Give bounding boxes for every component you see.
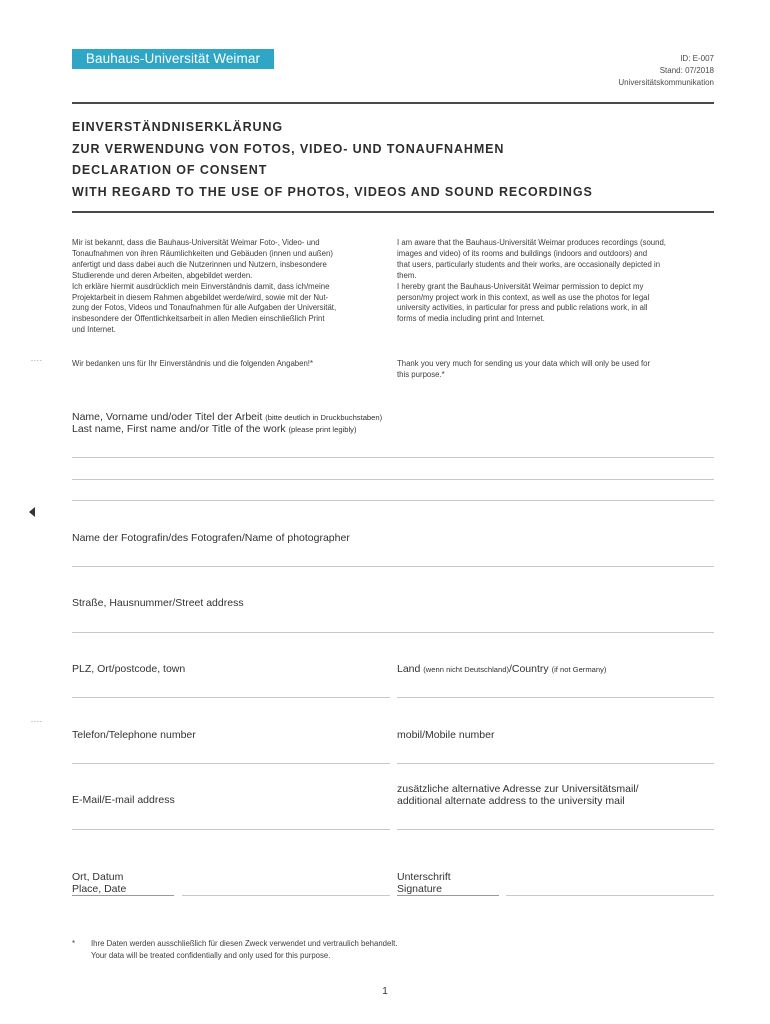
footnote-english: Your data will be treated confidentially and only used for this purpose. [91,950,331,960]
intro-de-line: Projektarbeit in diesem Rahmen abgebildet werde/wird, sowie mit der Nut- [72,292,329,302]
thanks-german: Wir bedanken uns für Ihr Einverständnis und die folgenden Angaben!* [72,359,313,368]
title-line-1: EINVERSTÄNDNISERKLÄRUNG [72,120,283,134]
intro-en-line: images and video) of its rooms and buildings (indoors and outdoors) and [397,248,648,258]
alt-address-label [397,783,639,807]
postcode-label: PLZ, Ort/postcode, town [72,663,186,675]
document-meta [618,53,714,89]
name-label-en-note: (please print legibly) [288,425,357,434]
alt-address-input-line[interactable] [397,829,714,830]
thanks-en-line: Thank you very much for sending us your data which will only be used for [397,359,651,368]
street-input-line[interactable] [72,632,714,633]
margin-arrow-icon [29,507,35,517]
country-input-line[interactable] [397,697,714,698]
name-label-en: Last name, First name and/or Title of the work [72,423,286,435]
photographer-label: Name der Fotografin/des Fotografen/Name of photographer [72,532,350,544]
place-date-input-line[interactable] [182,895,390,896]
intro-de-line: Mir ist bekannt, dass die Bauhaus-Universität Weimar Foto-, Video- und [72,238,320,247]
alt-address-label-de: zusätzliche alternative Adresse zur Universitätsmail/ [397,783,639,795]
title-line-3: DECLARATION OF CONSENT [72,163,268,178]
document-title [72,117,593,203]
intro-de-line: Studierende und deren Arbeiten, abgebildet werden. [72,270,253,280]
postcode-input-line[interactable] [72,697,390,698]
intro-de-line: zung der Fotos, Videos und Tonaufnahmen für alle Aufgaben der Universität, [72,303,337,313]
margin-fold-mark: .... [31,356,43,363]
country-label [397,663,606,676]
mobile-label: mobil/Mobile number [397,729,495,741]
intro-en-line: them. [397,270,417,280]
footnote [91,938,397,961]
intro-de-line: Ich erkläre hiermit ausdrücklich mein Einverständnis damit, dass ich/meine [72,281,330,291]
intro-en-line: that users, particularly students and their works, are occasionally depicted in [397,259,661,269]
signature-input-line[interactable] [506,895,714,896]
document-date: Stand: 07/2018 [659,66,714,75]
intro-en-line: I hereby grant the Bauhaus-Universität Weimar permission to depict my [397,281,644,291]
footnote-german: Ihre Daten werden ausschließlich für diesen Zweck verwendet und vertraulich behandelt. [91,939,398,948]
intro-english [397,238,717,325]
university-logo: Bauhaus-Universität Weimar [72,49,274,69]
land-label: Land [397,663,421,675]
title-rule [72,211,714,213]
intro-de-line: Tonaufnahmen von ihren Räumlichkeiten und Gebäuden (innen und außen) [72,248,333,258]
margin-fold-mark: .... [31,717,43,724]
signature-de: Unterschrift [397,871,451,883]
thanks-en-line: this purpose.* [397,369,445,379]
intro-en-line: person/my project work in this context, as well as use the photos for legal [397,292,650,302]
photographer-input-line[interactable] [72,566,714,567]
name-input-line-1[interactable] [72,457,714,458]
telephone-input-line[interactable] [72,763,390,764]
name-label-de-note: (bitte deutlich in Druckbuchstaben) [265,413,383,422]
name-label-de: Name, Vorname und/oder Titel der Arbeit [72,411,263,423]
land-note: (wenn nicht Deutschland) [423,665,509,674]
signature-label-underline [397,895,499,896]
place-date-label [72,871,126,895]
street-label: Straße, Hausnummer/Street address [72,597,244,609]
page-number: 1 [382,986,388,997]
intro-de-line: insbesondere der Öffentlichkeitsarbeit in allen Medien einschließlich Print [72,314,325,324]
telephone-label: Telefon/Telephone number [72,729,196,741]
footnote-marker: * [72,939,76,948]
title-line-4: WITH REGARD TO THE USE OF PHOTOS, VIDEOS AND SOUND RECORDINGS [72,184,593,199]
title-line-2: ZUR VERWENDUNG VON FOTOS, VIDEO- UND TONAUFNAHMEN [72,141,505,156]
intro-en-line: university activities, in particular for press and public relations work, in all [397,303,648,313]
name-input-line-3[interactable] [72,500,714,501]
place-date-label-underline [72,895,174,896]
intro-german [72,238,392,336]
email-input-line[interactable] [72,829,390,830]
name-input-line-2[interactable] [72,479,714,480]
name-label-english [72,423,357,436]
email-label: E-Mail/E-mail address [72,794,175,806]
signature-label [397,871,451,895]
country-note: (if not Germany) [551,665,607,674]
thanks-english [397,359,650,381]
header-rule [72,102,714,104]
country-text: /Country [508,663,549,675]
intro-en-line: forms of media including print and Internet. [397,314,545,324]
document-department: Universitätskommunikation [618,78,714,87]
document-id: ID: E-007 [680,54,714,63]
intro-de-line: und Internet. [72,325,116,335]
mobile-input-line[interactable] [397,763,714,764]
place-date-en: Place, Date [72,883,127,895]
signature-en: Signature [397,883,442,895]
alt-address-label-en: additional alternate address to the university mail [397,795,625,807]
place-date-de: Ort, Datum [72,871,124,883]
intro-en-line: I am aware that the Bauhaus-Universität Weimar produces recordings (sound, [397,238,666,247]
intro-de-line: anfertigt und dass dabei auch die Nutzerinnen und Nutzern, insbesondere [72,259,327,269]
